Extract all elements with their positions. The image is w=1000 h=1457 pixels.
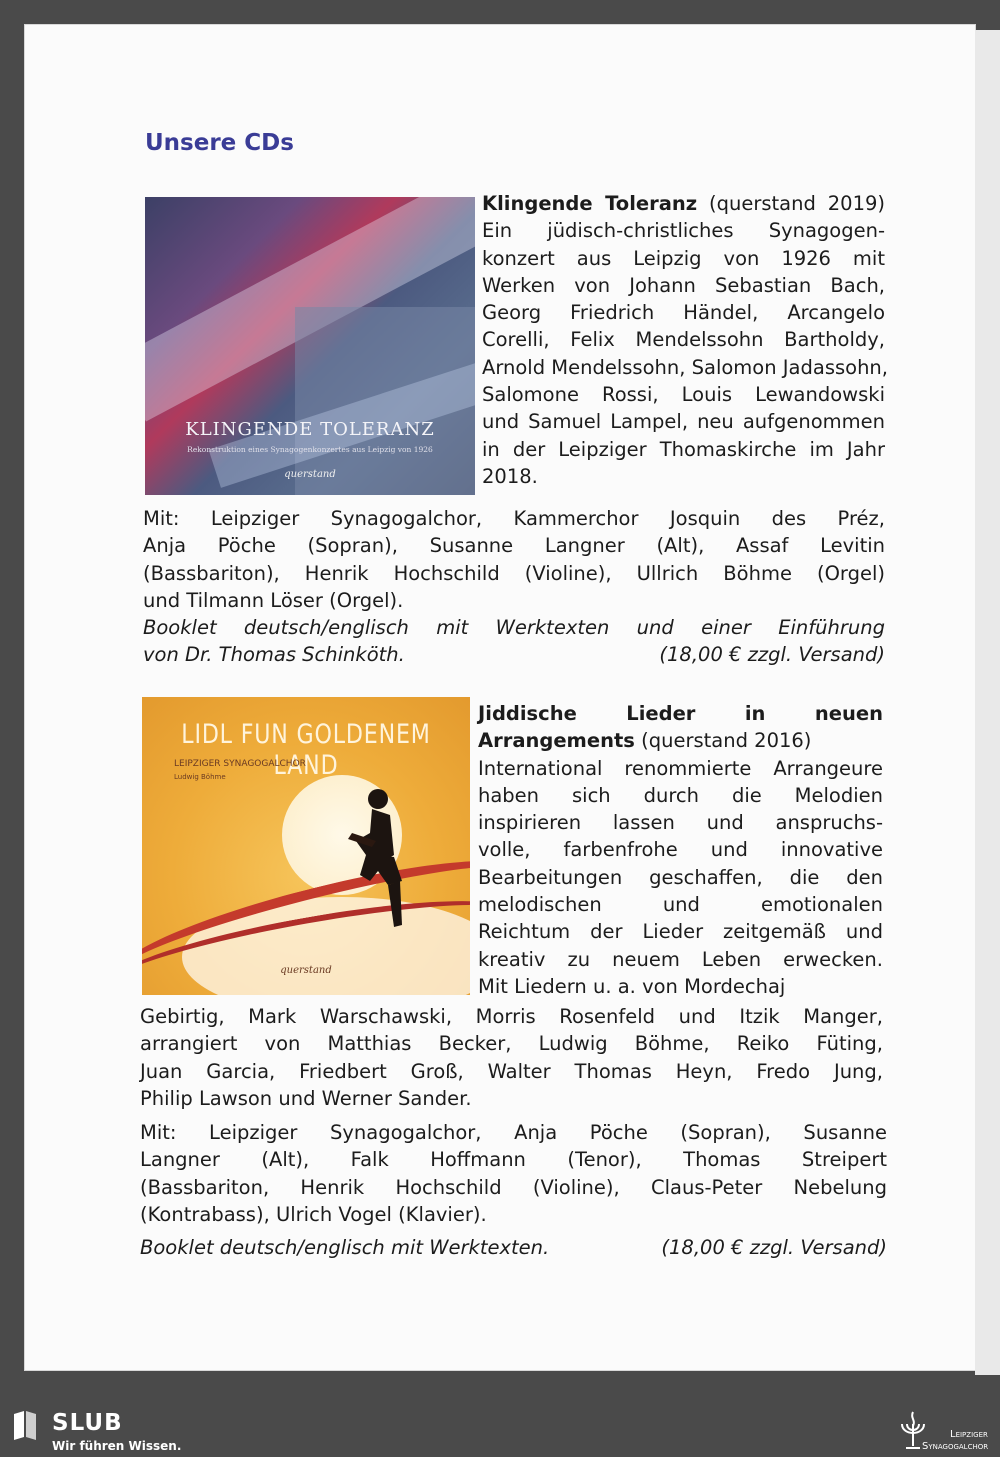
- cd2-desc-line: Bearbeitungen geschaffen, die den: [478, 865, 883, 889]
- cd2-publisher: (querstand 2016): [641, 729, 812, 753]
- cd-cover-klingende-toleranz: [145, 197, 475, 495]
- cd1-desc-line: in der Leipziger Thomaskirche im Jahr: [482, 437, 885, 461]
- cd1-details: [143, 505, 885, 669]
- cd1-publisher: (querstand 2019): [709, 192, 885, 215]
- page-heading: Unsere CDs: [145, 130, 294, 156]
- cover-subtitle: LEIPZIGER SYNAGOGALCHOR: [174, 759, 306, 769]
- cd2-continuation-line: arrangiert von Matthias Becker, Ludwig Böhme, Reiko Füting,: [140, 1032, 883, 1056]
- cd1-desc-line: konzert aus Leipzig von 1926 mit: [482, 246, 885, 270]
- cd2-title: Jiddische Lieder in neuen: [478, 702, 883, 725]
- cd1-booklet-line: von Dr. Thomas Schinköth.: [143, 643, 405, 667]
- cd1-desc-line: Salomone Rossi, Louis Lewandowski: [482, 383, 885, 407]
- cd2-continuation-line: Juan Garcia, Friedbert Groß, Walter Thomas Heyn, Fredo Jung,: [140, 1059, 883, 1083]
- cd-cover-lidl-fun-goldenem-land: [142, 697, 470, 995]
- cd1-performers-line: Anja Pöche (Sopran), Susanne Langner (Alt), Assaf Levitin: [143, 534, 885, 558]
- slub-book-icon: [12, 1410, 38, 1440]
- cover-label-logo: querstand: [284, 469, 336, 480]
- cd2-desc-line: Reichtum der Lieder zeitgemäß und: [478, 920, 883, 944]
- choir-logo-text: Synagogalchor: [922, 1441, 989, 1452]
- cd1-title: Klingende Toleranz: [482, 192, 698, 215]
- cd2-desc-line: inspirieren lassen und anspruchs-: [478, 811, 883, 835]
- cd2-performers-line: (Kontrabass), Ulrich Vogel (Klavier).: [140, 1202, 487, 1226]
- cd1-performers-line: (Bassbariton), Henrik Hochschild (Violine), Ullrich Böhme (Orgel): [143, 561, 885, 585]
- cd2-continuation-line: Gebirtig, Mark Warschawski, Morris Rosenfeld und Itzik Manger,: [140, 1005, 883, 1028]
- cd1-desc-line: Ein jüdisch-christliches Synagogen-: [482, 219, 885, 243]
- cd2-booklet: Booklet deutsch/englisch mit Werktexten.: [140, 1236, 550, 1260]
- cd2-desc-line: volle, farbenfrohe und innovative: [478, 838, 883, 862]
- cd1-desc-line: 2018.: [482, 464, 538, 488]
- cd1-performers-line: und Tilmann Löser (Orgel).: [143, 588, 404, 612]
- cover-label-logo: querstand: [280, 965, 332, 976]
- cd2-desc-line: Mit Liedern u. a. von Mordechaj: [478, 974, 786, 998]
- cd2-price: (18,00 € zzgl. Versand): [661, 1236, 887, 1260]
- cd1-price: (18,00 € zzgl. Versand): [659, 643, 885, 667]
- cover-subtitle: Ludwig Böhme: [174, 773, 226, 781]
- cd1-desc-line: Georg Friedrich Händel, Arcangelo: [482, 301, 885, 325]
- slub-logo-text: SLUB: [52, 1410, 123, 1436]
- cd2-continuation: [140, 1003, 883, 1112]
- cd2-details: [140, 1119, 887, 1261]
- cd2-performers-line: Langner (Alt), Falk Hoffmann (Tenor), Thomas Streipert: [140, 1148, 887, 1172]
- cd2-performers-line: (Bassbariton, Henrik Hochschild (Violine), Claus-Peter Nebelung: [140, 1175, 887, 1199]
- choir-logo-text: Leipziger: [950, 1429, 988, 1440]
- cover-title: LIDL FUN GOLDENEM LAND: [181, 719, 431, 781]
- cd2-desc-line: melodischen und emotionalen: [478, 893, 883, 917]
- violinist-silhouette-icon: [342, 785, 412, 935]
- next-page-edge: [975, 30, 1000, 1375]
- cd1-desc-line: und Samuel Lampel, neu aufgenommen: [482, 410, 885, 434]
- cd2-performers-line: Mit: Leipziger Synagogalchor, Anja Pöche (Sopran), Susanne: [140, 1121, 887, 1144]
- cover-subtitle: Rekonstruktion eines Synagogenkonzertes aus Leipzig von 1926: [187, 445, 433, 454]
- cd2-title: Arrangements: [478, 729, 635, 753]
- cd2-desc-line: kreativ zu neuem Leben erwecken.: [478, 947, 883, 971]
- cd1-desc-line: Corelli, Felix Mendelssohn Bartholdy,: [482, 328, 885, 352]
- cd2-description: [478, 700, 883, 1000]
- cd2-desc-line: International renommierte Arrangeure: [478, 756, 883, 780]
- cd1-description: [482, 190, 888, 490]
- cd2-continuation-line: Philip Lawson und Werner Sander.: [140, 1086, 472, 1110]
- cd2-desc-line: haben sich durch die Melodien: [478, 783, 883, 807]
- cover-title: KLINGENDE TOLERANZ: [185, 419, 435, 440]
- cd1-performers-line: Mit: Leipziger Synagogalchor, Kammerchor Josquin des Préz,: [143, 507, 885, 530]
- cd1-booklet-line: Booklet deutsch/englisch mit Werktexten und einer Einführung: [143, 616, 885, 640]
- slub-claim: Wir führen Wissen.: [52, 1439, 182, 1453]
- cd1-desc-line: Arnold Mendelssohn, Salomon Jadassohn,: [482, 355, 888, 379]
- cd1-desc-line: Werken von Johann Sebastian Bach,: [482, 273, 885, 297]
